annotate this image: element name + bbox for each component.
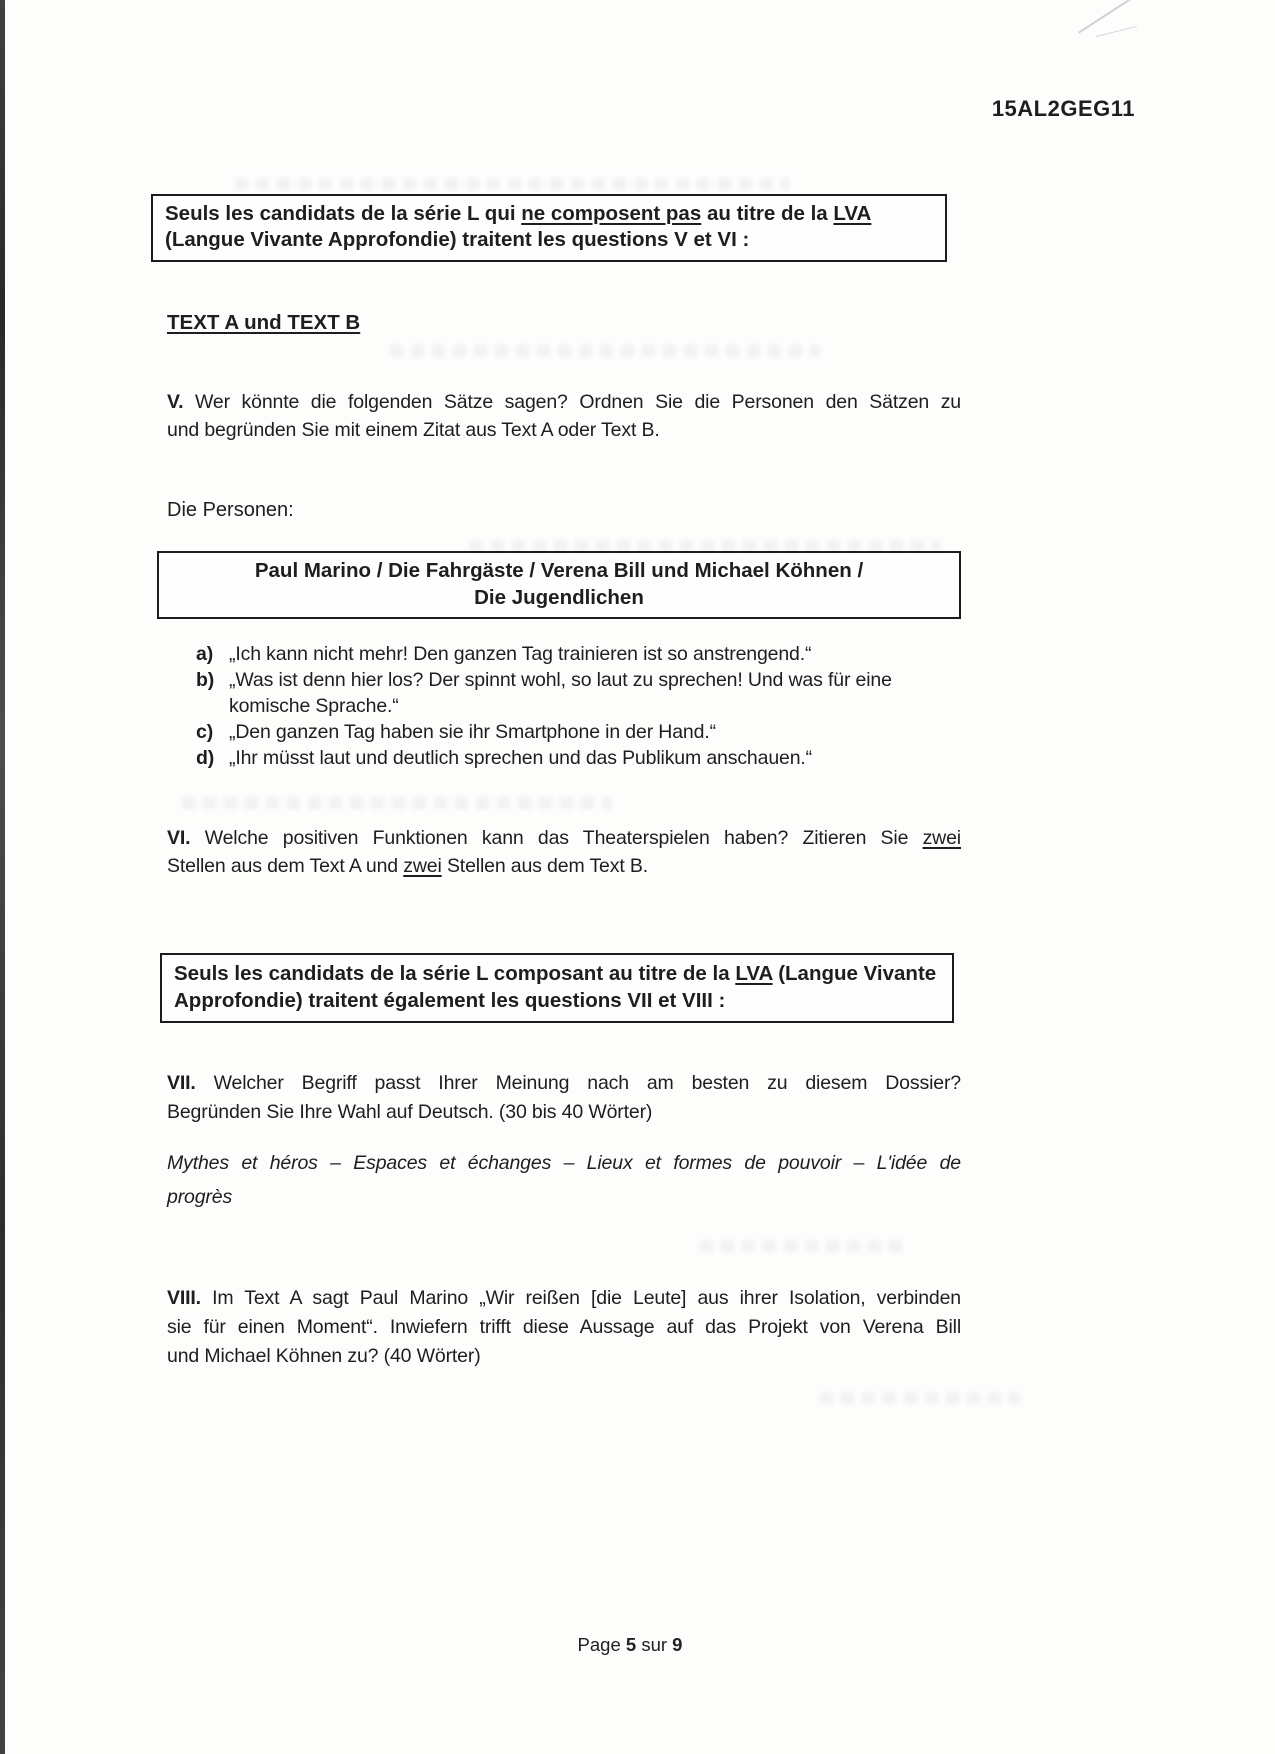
persons-box (157, 551, 961, 619)
question-line (167, 1069, 961, 1098)
question-line: Begründen Sie Ihre Wahl auf Deutsch. (30 bis 40 Wörter) (167, 1101, 653, 1123)
question-vii (167, 1069, 961, 1127)
notice-text: (Langue Vivante (772, 962, 937, 985)
scan-bleedthrough (182, 797, 612, 809)
question-text: Wer könnte die folgenden Sätze sagen? Ordnen Sie die Personen den Sätzen zu (183, 391, 961, 413)
question-underlined-text: zwei (403, 855, 442, 877)
notice-text: Seuls les candidats de la série L composant au titre de la (174, 962, 736, 985)
question-line (167, 852, 961, 880)
notice-box-non-lva (151, 194, 947, 262)
question-line: sie für einen Moment“. Inwiefern trifft diese Aussage auf das Projekt von Verena Bill (167, 1316, 961, 1338)
question-line (167, 824, 961, 852)
personen-label: Die Personen: (167, 499, 294, 521)
notice-line (174, 960, 942, 987)
statement-b-continued (229, 693, 399, 719)
statement-label: b) (196, 669, 215, 691)
notice-underlined-text: LVA (735, 962, 773, 985)
question-text: Welcher Begriff passt Ihrer Meinung nach am besten zu diesem Dossier? (195, 1072, 961, 1094)
statement-label: a) (196, 643, 214, 665)
question-number: VI. (167, 827, 191, 849)
persons-line: Die Jugendlichen (474, 586, 644, 609)
question-underlined-text: zwei (922, 827, 961, 849)
statement-text: komische Sprache.“ (229, 695, 399, 717)
question-viii (167, 1284, 961, 1371)
texts-heading: TEXT A und TEXT B (167, 311, 361, 334)
scan-bleedthrough (235, 178, 790, 190)
persons-line: Paul Marino / Die Fahrgäste / Verena Bill und Michael Köhnen / (254, 559, 864, 582)
scan-bleedthrough (390, 345, 820, 357)
notice-box-lva (160, 953, 954, 1023)
page-number-total: 9 (672, 1634, 683, 1655)
statement-label: d) (196, 747, 215, 769)
scan-bleedthrough (700, 1240, 910, 1252)
question-v (167, 388, 961, 444)
statement-text: „Den ganzen Tag haben sie ihr Smartphone in der Hand.“ (229, 721, 716, 743)
page-number-current: 5 (625, 1634, 637, 1655)
notice-underlined-text: ne composent pas (521, 202, 702, 225)
question-number: V. (167, 391, 184, 413)
scan-bleedthrough (820, 1392, 1020, 1404)
statement-c (196, 719, 716, 745)
notions-list (167, 1146, 961, 1214)
statement-text: „Ich kann nicht mehr! Den ganzen Tag trainieren ist so anstrengend.“ (229, 643, 812, 665)
footer-text: Page (577, 1634, 621, 1655)
question-text: Stellen aus dem Text A und (167, 855, 404, 877)
statement-b (196, 667, 892, 693)
question-line: und Michael Köhnen zu? (40 Wörter) (167, 1345, 481, 1367)
scan-crease-mark (1096, 26, 1137, 37)
notice-line: Approfondie) traitent également les questions VII et VIII : (174, 989, 726, 1012)
notions-line: Mythes et héros – Espaces et échanges – Lieux et formes de pouvoir – L'idée de (167, 1152, 961, 1174)
notice-text: Seuls les candidats de la série L qui (165, 202, 522, 225)
page-footer (0, 1634, 1260, 1656)
notions-line: progrès (167, 1186, 233, 1208)
notice-text: au titre de la (701, 202, 834, 225)
notice-line (165, 201, 935, 227)
statement-text: „Was ist denn hier los? Der spinnt wohl, so laut zu sprechen! Und was für eine (229, 669, 892, 691)
statement-text: „Ihr müsst laut und deutlich sprechen und das Publikum anschauen.“ (229, 747, 813, 769)
question-text: Im Text A sagt Paul Marino „Wir reißen [die Leute] aus ihrer Isolation, verbinden (200, 1287, 961, 1309)
question-text: Welche positiven Funktionen kann das Theaterspielen haben? Zitieren Sie (190, 827, 923, 849)
question-number: VIII. (167, 1287, 201, 1309)
statement-d (196, 745, 812, 771)
notice-line: (Langue Vivante Approfondie) traitent les questions V et VI : (165, 228, 750, 251)
question-number: VII. (167, 1072, 196, 1094)
document-code: 15AL2GEG11 (991, 96, 1135, 121)
question-line (167, 388, 961, 416)
question-line (167, 1284, 961, 1313)
scan-crease-mark (1078, 0, 1156, 34)
question-vi (167, 824, 961, 880)
statement-label: c) (196, 721, 214, 743)
question-text: Stellen aus dem Text B. (441, 855, 649, 877)
question-line: und begründen Sie mit einem Zitat aus Text A oder Text B. (167, 419, 660, 441)
notice-underlined-text: LVA (833, 202, 872, 225)
statement-a (196, 641, 811, 667)
scan-edge-strip (0, 0, 5, 1754)
footer-text: sur (641, 1634, 668, 1655)
